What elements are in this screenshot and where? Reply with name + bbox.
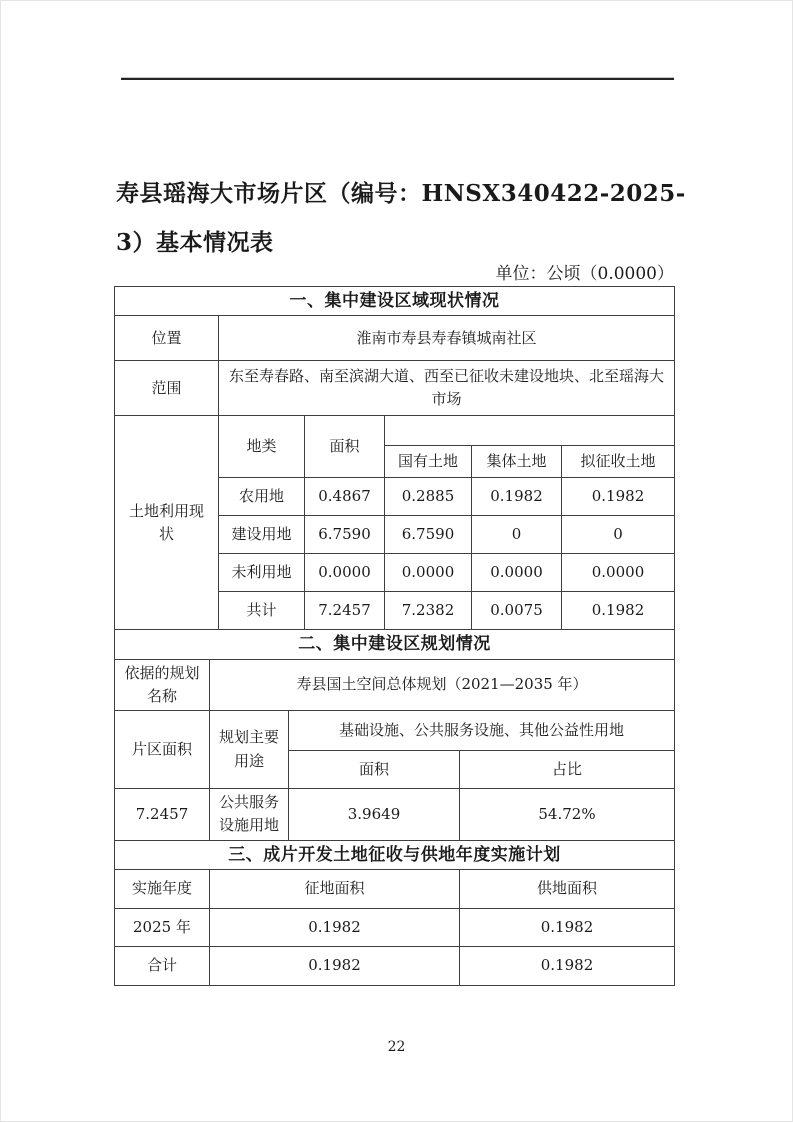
page-number: 22: [387, 1039, 406, 1055]
cell-year: 2025 年: [115, 909, 210, 947]
cell-collective: 0.1982: [472, 478, 562, 516]
cell-state: 6.7590: [385, 516, 472, 554]
landuse-col-type: 地类: [219, 416, 305, 478]
cell-type: 未利用地: [219, 554, 305, 592]
location-value: 淮南市寿县寿春镇城南社区: [219, 316, 675, 361]
cell-year: 合计: [115, 947, 210, 986]
section3-header-row: [115, 840, 675, 869]
cell-state: 0.2885: [385, 478, 472, 516]
cell-type: 建设用地: [219, 516, 305, 554]
cell-type: 农用地: [219, 478, 305, 516]
landuse-col-area: 面积: [305, 416, 385, 478]
col-acquire-area: 征地面积: [210, 870, 460, 909]
section2-header-row: [115, 630, 675, 659]
location-row: [115, 316, 675, 361]
subcol-to-acquire-land: 拟征收土地: [562, 446, 675, 478]
main-table: [114, 286, 675, 986]
cell-acquire: 0.1982: [210, 947, 460, 986]
cell-supply: 0.1982: [460, 909, 675, 947]
cell-to-acquire: 0.0000: [562, 554, 675, 592]
district-area-label: 片区面积: [115, 711, 210, 789]
scope-row: [115, 361, 675, 416]
cell-district-area: 7.2457: [115, 789, 210, 841]
plan-col-area: 面积: [289, 751, 460, 789]
unit-note: 单位：公顷（0.0000）: [495, 264, 674, 284]
cell-to-acquire: 0.1982: [562, 478, 675, 516]
col-year: 实施年度: [115, 870, 210, 909]
landuse-subcols-spacer: [385, 416, 675, 446]
section3-header: 三、成片开发土地征收与供地年度实施计划: [115, 840, 675, 869]
scope-value: 东至寿春路、南至滨湖大道、西至已征收未建设地块、北至瑶海大市场: [219, 361, 675, 416]
cell-area: 0.0000: [305, 554, 385, 592]
col-supply-area: 供地面积: [460, 870, 675, 909]
cell-use-area: 3.9649: [289, 789, 460, 841]
cell-to-acquire: 0: [562, 516, 675, 554]
landuse-label: 土地利用现状: [115, 416, 219, 630]
cell-acquire: 0.1982: [210, 909, 460, 947]
cell-ratio: 54.72%: [460, 789, 675, 841]
section1-table: [114, 286, 675, 630]
plan-year-row-2025: [115, 909, 675, 947]
page-header-rule: [121, 77, 674, 80]
cell-to-acquire: 0.1982: [562, 592, 675, 630]
cell-supply: 0.1982: [460, 947, 675, 986]
section2-table: [114, 629, 675, 840]
section1-header: 一、集中建设区域现状情况: [115, 287, 675, 316]
plan-year-header-row: [115, 870, 675, 909]
subcol-state-land: 国有土地: [385, 446, 472, 478]
cell-use: 公共服务设施用地: [210, 789, 289, 841]
plan-use-group-row: [115, 711, 675, 751]
section1-header-row: [115, 287, 675, 316]
cell-area: 7.2457: [305, 592, 385, 630]
section2-header: 二、集中建设区规划情况: [115, 630, 675, 659]
cell-collective: 0: [472, 516, 562, 554]
cell-collective: 0.0000: [472, 554, 562, 592]
plan-name-value: 寿县国土空间总体规划（2021—2035 年）: [210, 659, 675, 711]
main-use-label: 规划主要用途: [210, 711, 289, 789]
plan-year-row-total: [115, 947, 675, 986]
cell-state: 7.2382: [385, 592, 472, 630]
landuse-header-row: [115, 416, 675, 446]
plan-col-ratio: 占比: [460, 751, 675, 789]
cell-area: 0.4867: [305, 478, 385, 516]
scope-label: 范围: [115, 361, 219, 416]
use-group-value: 基础设施、公共服务设施、其他公益性用地: [289, 711, 675, 751]
plan-name-row: [115, 659, 675, 711]
subcol-collective-land: 集体土地: [472, 446, 562, 478]
page-title: 寿县瑶海大市场片区（编号：HNSX340422-2025-3）基本情况表: [116, 180, 686, 256]
cell-type: 共计: [219, 592, 305, 630]
cell-collective: 0.0075: [472, 592, 562, 630]
cell-area: 6.7590: [305, 516, 385, 554]
plan-data-row: [115, 789, 675, 841]
section3-table: [114, 840, 675, 986]
cell-state: 0.0000: [385, 554, 472, 592]
plan-name-label: 依据的规划名称: [115, 659, 210, 711]
location-label: 位置: [115, 316, 219, 361]
